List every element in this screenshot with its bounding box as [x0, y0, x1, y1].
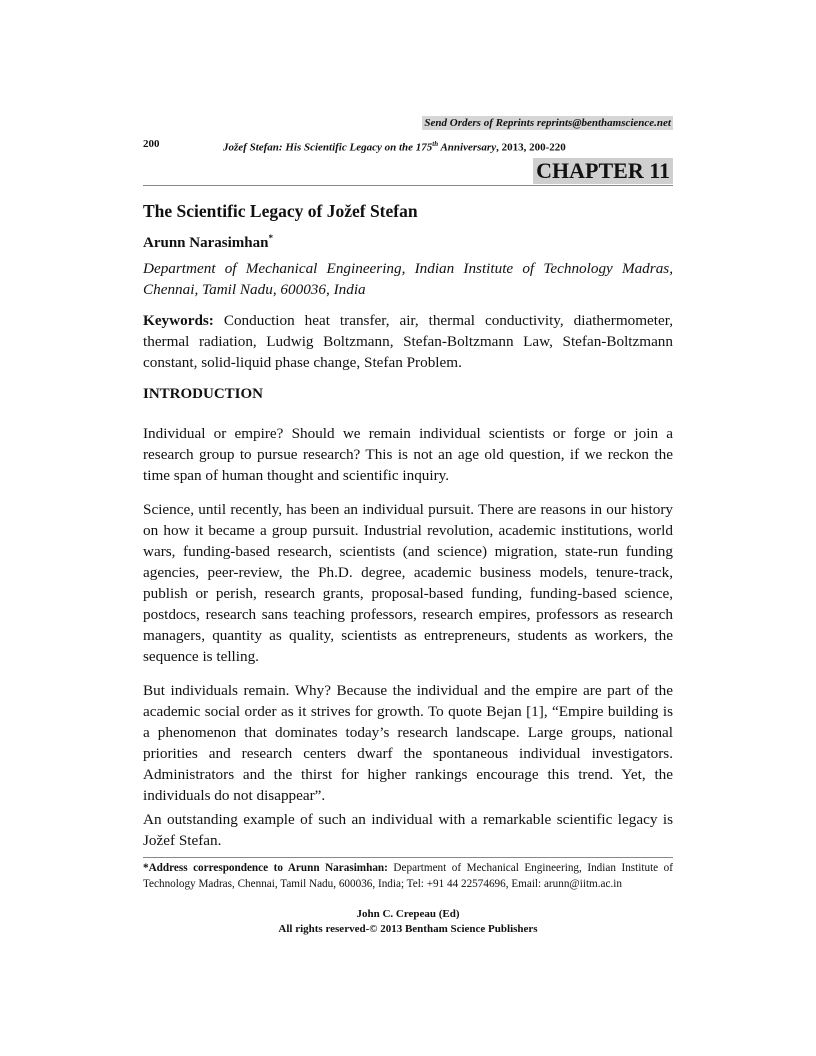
author-mark: * — [268, 233, 273, 243]
author-name: Arunn Narasimhan — [143, 235, 269, 251]
header-rule — [143, 185, 673, 186]
keywords — [143, 310, 673, 373]
paragraph: Science, until recently, has been an individual pursuit. There are reasons in our history on how it became a group pursuit. Industrial revolution, academic institutions, world wars, funding-based research, scientists (and science) migration, state-run funding agencies, peer-review, the Ph.D. degree, academic business models, tenure-track, publish or perish, research grants, proposal-based funding, funding-based science, postdocs, research sans teaching professors, research empires, professors as research managers, quantity as quality, scientists as entrepreneurs, students as workers, the sequence is telling. — [143, 501, 673, 665]
footnote — [143, 860, 673, 892]
paragraph: An outstanding example of such an individual with a remarkable scientific legacy is Jožef Stefan. — [143, 811, 673, 849]
section-heading: INTRODUCTION — [143, 386, 264, 402]
chapter-label: CHAPTER 11 — [533, 158, 673, 184]
page-number: 200 — [143, 138, 160, 150]
paragraph: Individual or empire? Should we remain individual scientists or forge or join a research group to pursue research? This is not an age old question, if we reckon the time span of human thought and scientific inquiry. — [143, 425, 673, 484]
author — [143, 233, 673, 252]
book-title-text: Jožef Stefan: His Scientific Legacy on the 175 — [223, 141, 433, 154]
copyright: All rights reserved-© 2013 Bentham Science Publishers — [278, 923, 538, 935]
keywords-label: Keywords: — [143, 312, 214, 329]
article-title: The Scientific Legacy of Jožef Stefan — [143, 201, 418, 221]
running-header — [143, 137, 566, 154]
book-title-rest: Anniversary — [438, 141, 497, 154]
footnote-rule — [143, 857, 673, 858]
paragraph: But individuals remain. Why? Because the individual and the empire are part of the academic social order as it strives for growth. To quote Bejan [1], “Empire building is a phenomenon that dominates today’s research landscape. Large groups, national priorities and research centers dwarf the spontaneous individual investigators. Administrators and the thirst for higher rankings encourage this trend. Yet, the individuals do not disappear”. — [143, 682, 673, 804]
keywords-text: Conduction heat transfer, air, thermal conductivity, diathermometer, thermal radiation, Ludwig Boltzmann, Stefan-Boltzmann Law, Stefan-Boltzmann constant, solid-liquid phase change, Stefan Problem. — [143, 312, 673, 371]
reprints-notice: Send Orders of Reprints reprints@benthamscience.net — [424, 117, 671, 129]
footnote-label: *Address correspondence to Arunn Narasimhan: — [143, 862, 388, 874]
affiliation: Department of Mechanical Engineering, Indian Institute of Technology Madras, Chennai, Tamil Nadu, 600036, India — [143, 260, 673, 298]
book-info: , 2013, 200-220 — [496, 141, 566, 154]
book-title — [223, 137, 566, 155]
footnote-text: Department of Mechanical Engineering, Indian Institute of Technology Madras, Chennai, Tamil Nadu, 600036, India; Tel: +91 44 22574696, Email: arunn@iitm.ac.in — [143, 862, 674, 890]
book-title-sup: th — [432, 140, 439, 148]
editor: John C. Crepeau (Ed) — [356, 908, 460, 920]
